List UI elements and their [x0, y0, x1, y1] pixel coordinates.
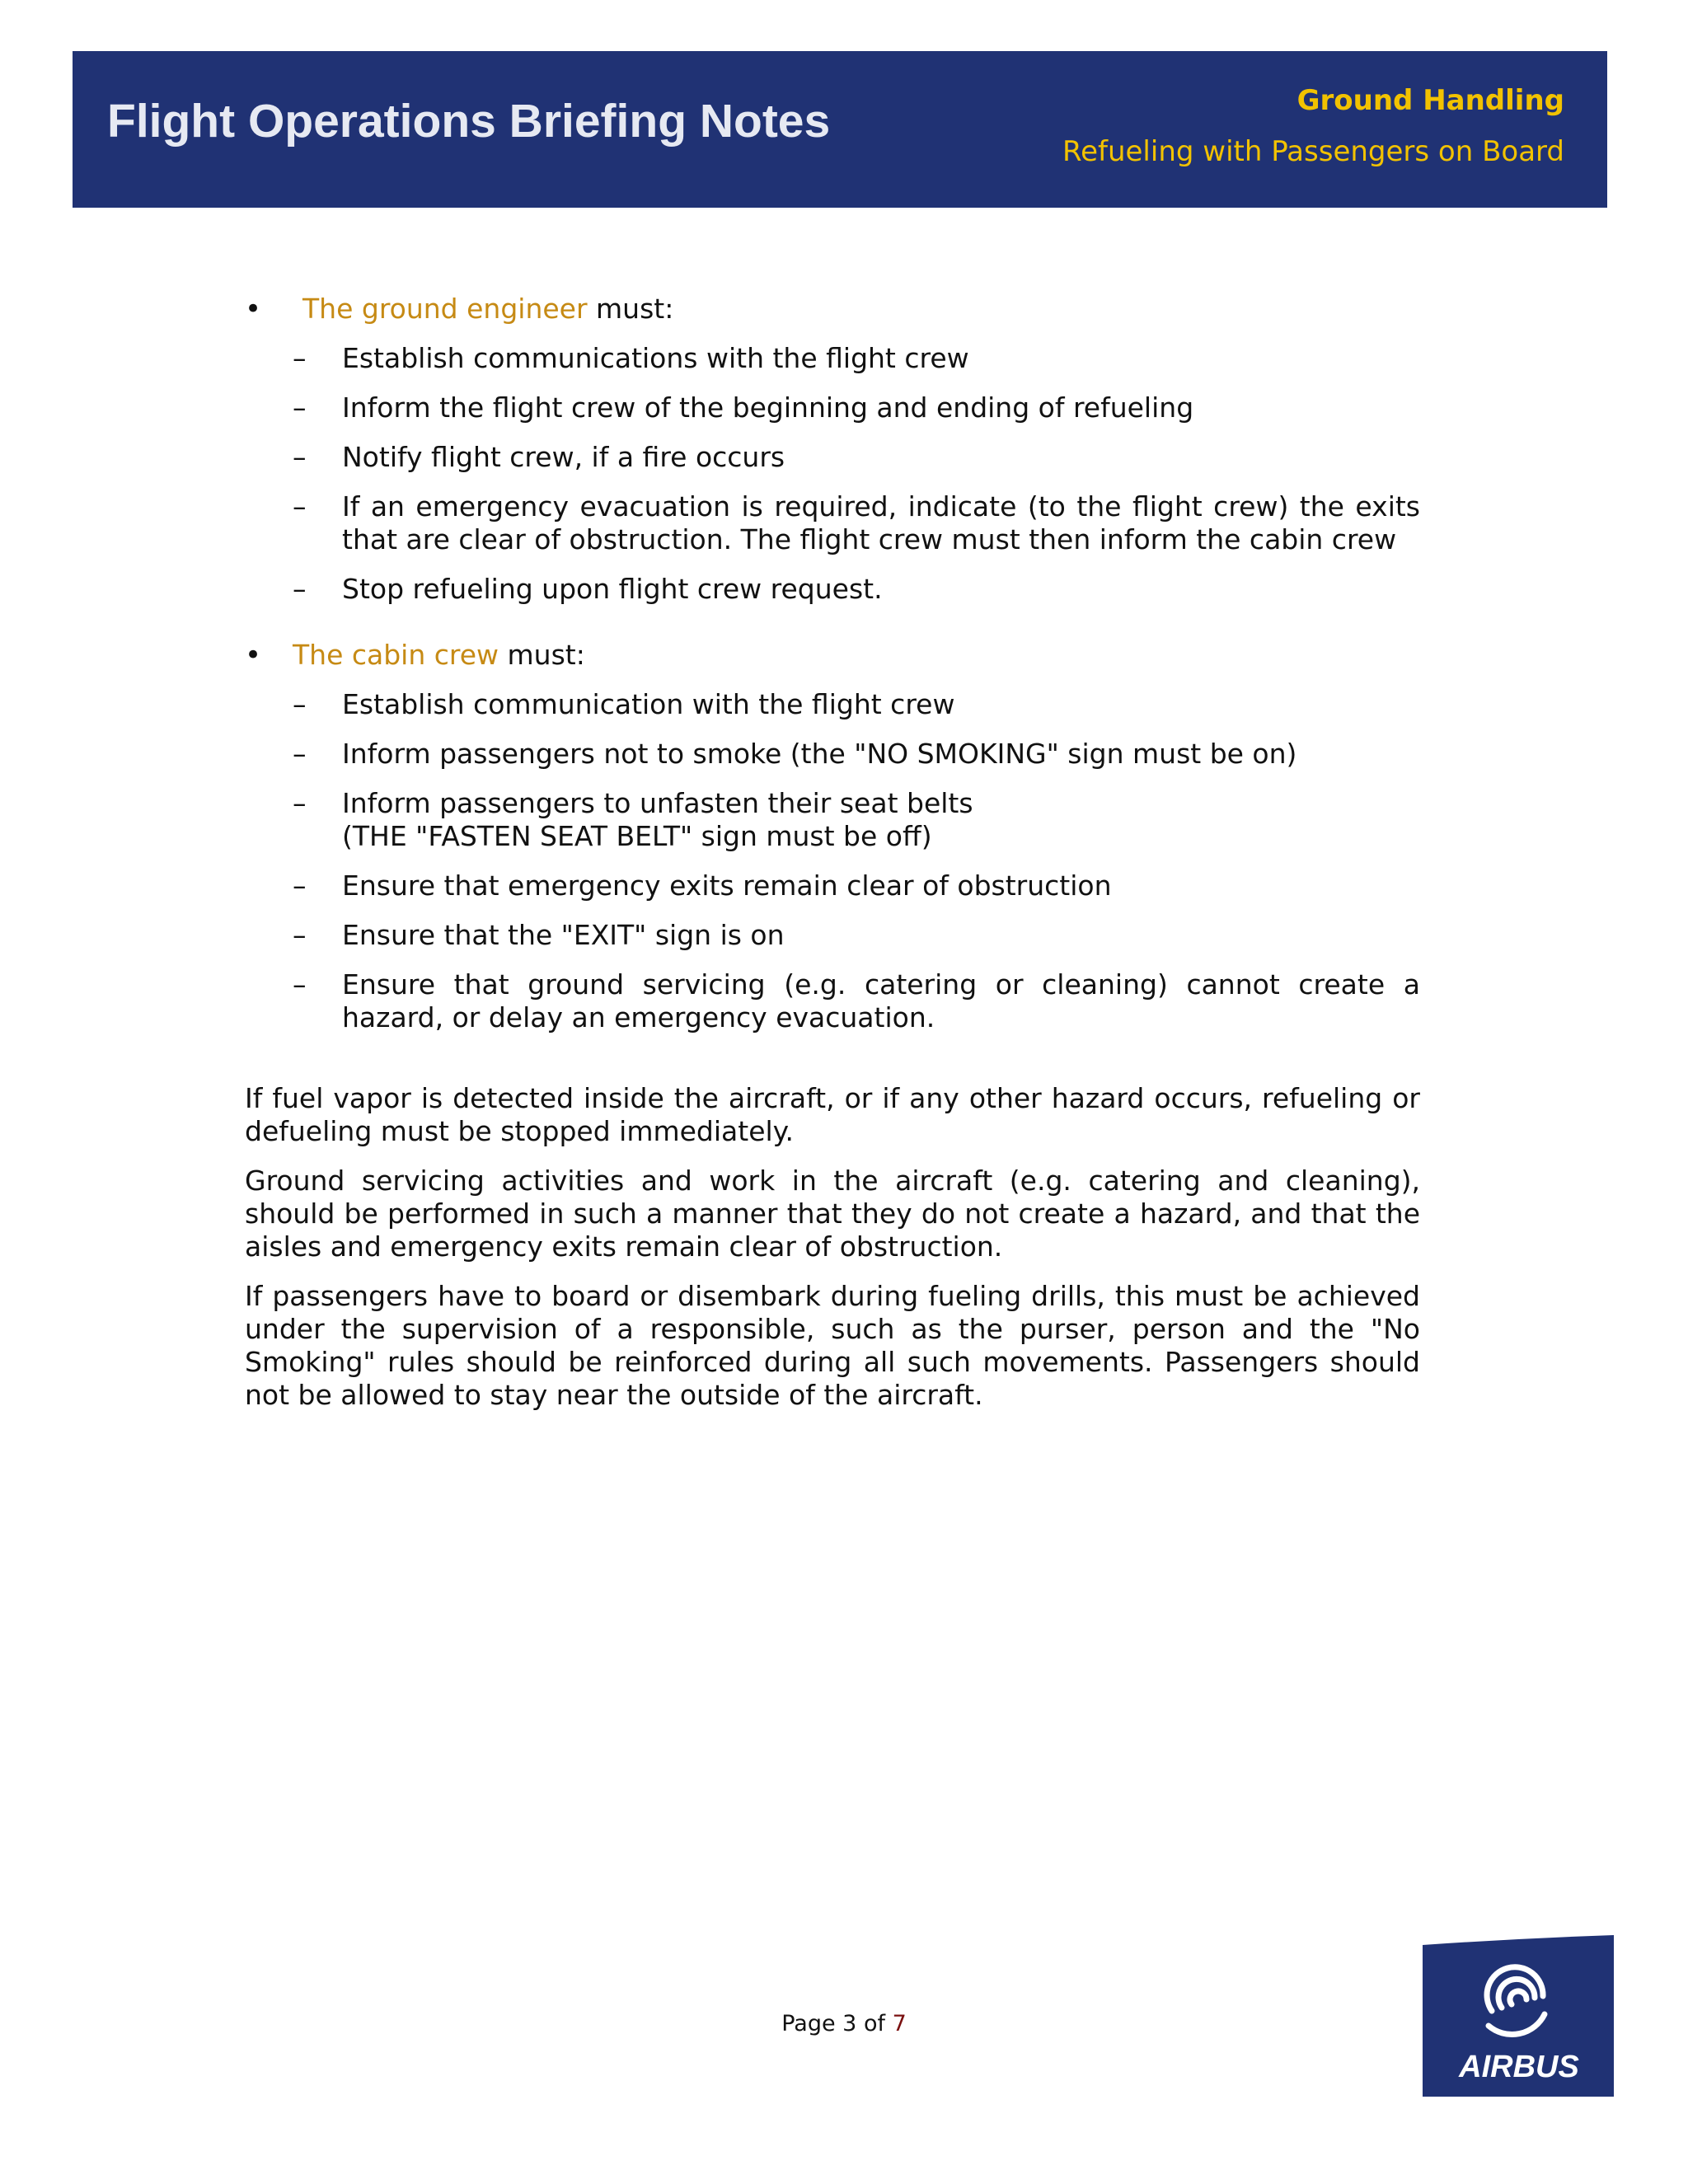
logo-text: AIRBUS: [1459, 2050, 1579, 2084]
cabin-crew-section: [245, 639, 1420, 1034]
list-item-text: Stop refueling upon flight crew request.: [342, 573, 883, 605]
list-item: [245, 391, 1420, 424]
list-item: [245, 787, 1420, 853]
airbus-logo-graphic: [1419, 1935, 1615, 2097]
page-number-prefix: Page 3 of: [781, 2011, 893, 2036]
header-banner: [73, 51, 1607, 208]
list-item-text: Ensure that ground servicing (e.g. catering or cleaning) cannot create a hazard, or delay an emergency evacuation.: [342, 968, 1420, 1033]
list-item-text: Establish communication with the flight crew: [342, 688, 955, 720]
dash-icon: –: [293, 968, 307, 1001]
list-item: [245, 573, 1420, 606]
dash-icon: –: [293, 391, 307, 424]
header-subtitle: Refueling with Passengers on Board: [1062, 135, 1564, 168]
list-item: [245, 441, 1420, 474]
dash-icon: –: [293, 342, 307, 374]
dash-icon: –: [293, 869, 307, 902]
role-label: The ground engineer: [302, 293, 588, 325]
list-item: [245, 342, 1420, 375]
dash-icon: –: [293, 738, 307, 770]
list-item-text: Ensure that emergency exits remain clear of obstruction: [342, 869, 1112, 902]
list-item-text: Establish communications with the flight crew: [342, 342, 969, 374]
list-item: [245, 968, 1420, 1034]
dash-icon: –: [293, 919, 307, 951]
bullet-heading: [245, 639, 1420, 672]
list-item-text: Inform passengers to unfasten their seat belts: [342, 787, 973, 819]
bullet-heading: [245, 293, 1420, 326]
list-item: [245, 490, 1420, 556]
list-item: [245, 919, 1420, 952]
list-item: [245, 738, 1420, 771]
role-suffix: must:: [499, 639, 585, 671]
paragraph-fuel-vapor: If fuel vapor is detected inside the aircraft, or if any other hazard occurs, refueling or defueling must be stopped immediately.: [245, 1082, 1420, 1147]
list-item-text: Inform passengers not to smoke (the "NO SMOKING" sign must be on): [342, 738, 1297, 770]
ground-engineer-list: [245, 342, 1420, 606]
dash-icon: –: [293, 573, 307, 605]
list-item-text: Ensure that the "EXIT" sign is on: [342, 919, 785, 951]
dash-icon: –: [293, 441, 307, 473]
paragraph-ground-servicing: Ground servicing activities and work in the aircraft (e.g. catering and cleaning), should be performed in such a manner that they do not create a hazard, and that the aisles and emergency exits remain clear of obstruction.: [245, 1165, 1420, 1263]
dash-icon: –: [293, 490, 307, 523]
list-item: [245, 688, 1420, 721]
list-item-text-continued: (THE "FASTEN SEAT BELT" sign must be off): [342, 820, 932, 852]
header-title: Flight Operations Briefing Notes: [107, 95, 831, 148]
cabin-crew-list: [245, 688, 1420, 1034]
page-number-total: 7: [892, 2011, 907, 2036]
role-suffix: must:: [587, 293, 674, 325]
ground-engineer-section: [245, 293, 1420, 606]
role-label: The cabin crew: [293, 639, 499, 671]
bullet-icon: •: [245, 639, 262, 672]
airbus-logo: [1419, 1935, 1615, 2097]
list-item-text: Notify flight crew, if a fire occurs: [342, 441, 785, 473]
paragraph-boarding: If passengers have to board or disembark during fueling drills, this must be achieved under the supervision of a responsible, such as the purser, person and the "No Smoking" rules should be reinforced during all such movements. Passengers should not be allowed to stay near the outside of the aircraft.: [245, 1280, 1420, 1411]
dash-icon: –: [293, 688, 307, 720]
list-item-text: Inform the flight crew of the beginning and ending of refueling: [342, 391, 1194, 424]
header-section: Ground Handling: [1296, 84, 1564, 117]
list-item-text: If an emergency evacuation is required, indicate (to the flight crew) the exits that are clear of obstruction. The flight crew must then inform the cabin crew: [342, 490, 1420, 555]
list-item: [245, 869, 1420, 902]
document-body: [245, 284, 1420, 1412]
bullet-icon: •: [245, 293, 262, 326]
dash-icon: –: [293, 787, 307, 819]
